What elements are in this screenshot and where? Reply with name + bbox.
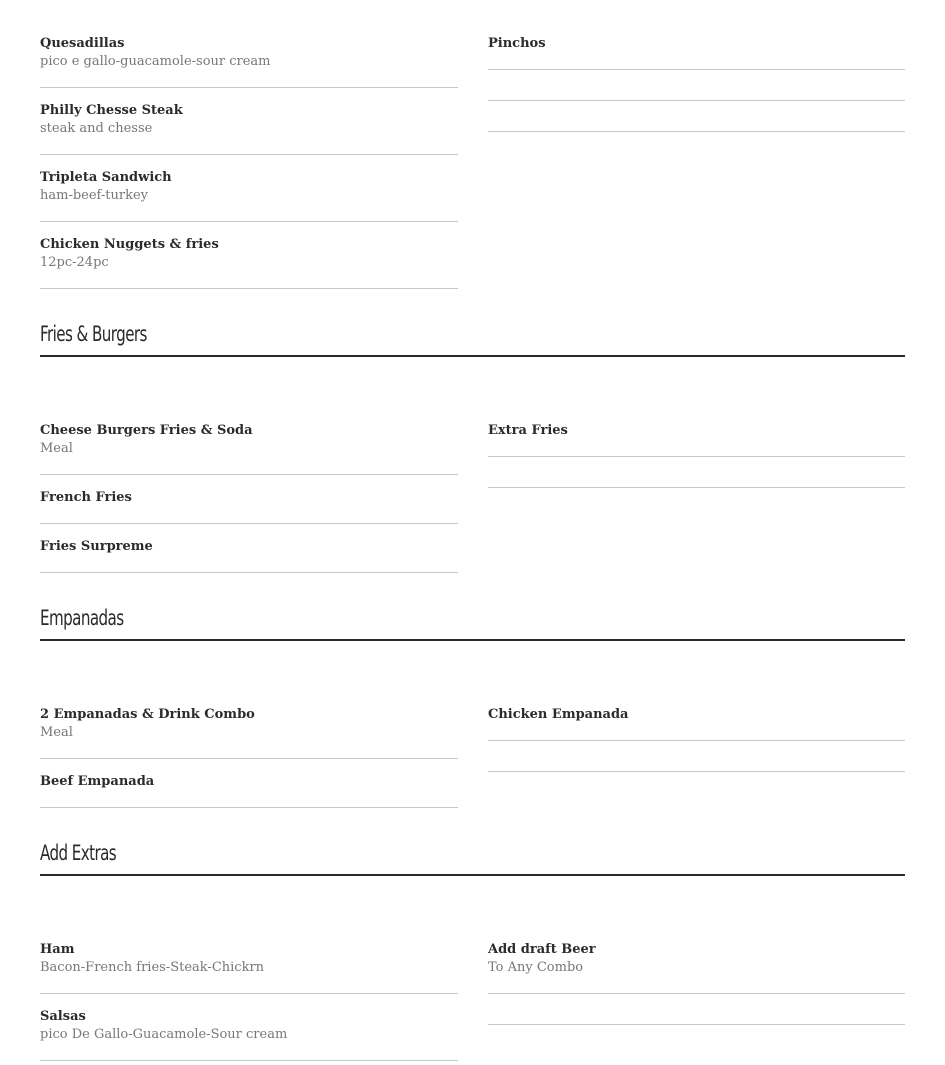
menu-item-description: Meal: [40, 725, 73, 740]
menu-item-name: Extra Fries: [488, 423, 568, 438]
menu-item-name: Tripleta Sandwich: [40, 170, 172, 185]
menu-item-name: Chicken Empanada: [488, 707, 629, 722]
item-divider: [488, 771, 905, 772]
section-divider: [40, 355, 905, 357]
item-divider: [40, 523, 458, 524]
menu-item-name: Pinchos: [488, 36, 546, 51]
menu-item-name: Ham: [40, 942, 75, 957]
item-divider: [40, 572, 458, 573]
menu-item-name: 2 Empanadas & Drink Combo: [40, 707, 255, 722]
item-divider: [40, 154, 458, 155]
menu-item-name: Philly Chesse Steak: [40, 103, 183, 118]
item-divider: [40, 474, 458, 475]
menu-item-name: Salsas: [40, 1009, 86, 1024]
menu-item-name: Beef Empanada: [40, 774, 155, 789]
menu-item-name: Quesadillas: [40, 36, 125, 51]
item-divider: [488, 993, 905, 994]
menu-item-description: steak and chesse: [40, 121, 153, 136]
menu-item-name: French Fries: [40, 490, 132, 505]
menu-item-description: ham-beef-turkey: [40, 188, 149, 203]
item-divider: [488, 69, 905, 70]
menu-item-description: To Any Combo: [488, 960, 584, 975]
menu-item-name: Add draft Beer: [488, 942, 596, 957]
item-divider: [40, 288, 458, 289]
menu-item-description: pico De Gallo-Guacamole-Sour cream: [40, 1027, 288, 1042]
section-title-empanadas: Empanadas: [40, 606, 124, 630]
item-divider: [488, 456, 905, 457]
item-divider: [40, 1060, 458, 1061]
item-divider: [488, 487, 905, 488]
item-divider: [488, 740, 905, 741]
item-divider: [40, 87, 458, 88]
menu-item-description: 12pc-24pc: [40, 255, 109, 270]
menu-item-description: pico e gallo-guacamole-sour cream: [40, 54, 271, 69]
item-divider: [40, 993, 458, 994]
item-divider: [488, 100, 905, 101]
item-divider: [40, 758, 458, 759]
menu-item-name: Chicken Nuggets & fries: [40, 237, 219, 252]
menu-item-name: Fries Surpreme: [40, 539, 153, 554]
item-divider: [40, 807, 458, 808]
item-divider: [488, 1024, 905, 1025]
menu-item-name: Cheese Burgers Fries & Soda: [40, 423, 253, 438]
item-divider: [488, 131, 905, 132]
menu-item-description: Bacon-French fries-Steak-Chickrn: [40, 960, 265, 975]
section-title-add-extras: Add Extras: [40, 841, 117, 865]
section-divider: [40, 639, 905, 641]
section-title-fries-burgers: Fries & Burgers: [40, 322, 147, 346]
item-divider: [40, 221, 458, 222]
menu-item-description: Meal: [40, 441, 73, 456]
section-divider: [40, 874, 905, 876]
